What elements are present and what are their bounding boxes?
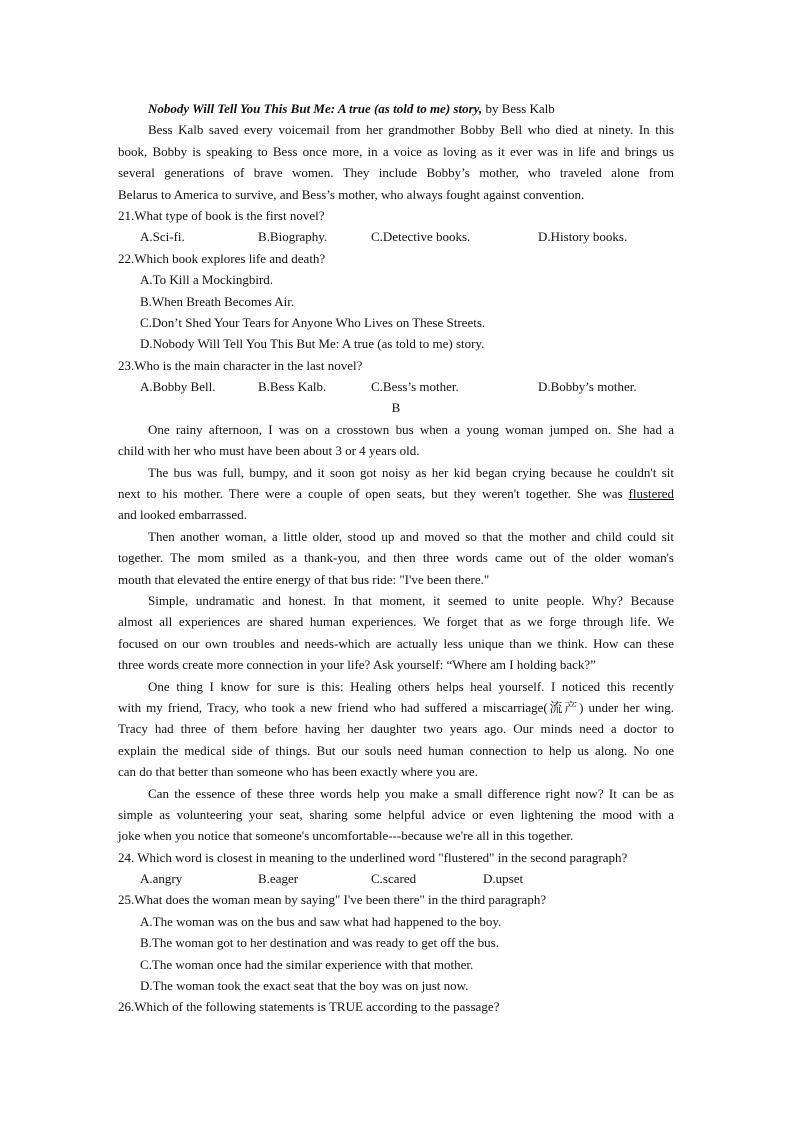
passage-line: Simple, undramatic and honest. In that moment, it seemed to unite people. Why? Because [148,592,674,608]
question-25-stem: 25.What does the woman mean by saying" I've been there" in the third paragraph? [118,892,547,908]
option-c: C.scared [371,871,417,887]
passage-line: almost all experiences are shared human experiences. We forget that as we forge through life. We [118,614,674,630]
option-d: D.The woman took the exact seat that the boy was on just now. [140,978,469,994]
option-b: B.eager [258,871,299,887]
option-a: A.Sci-fi. [140,229,185,245]
passage-line: mouth that elevated the entire energy of that bus ride: "I've been there." [118,571,490,587]
underlined-word: flustered [628,486,674,502]
passage-line: One rainy afternoon, I was on a crosstown bus when a young woman jumped on. She had a [148,421,674,437]
option-c: C.Detective books. [371,229,471,245]
question-26-stem: 26.Which of the following statements is TRUE according to the passage? [118,999,500,1015]
passage-line: simple as volunteering your seat, sharing some helpful advice or even lightening the mood with a [118,806,674,822]
option-a: A.The woman was on the bus and saw what had happened to the boy. [140,913,502,929]
question-24-options [118,868,674,889]
passage-line [118,483,674,504]
passage-line: joke when you notice that someone's uncomfortable---because we're all in this together. [118,828,574,844]
option-a: A.To Kill a Mockingbird. [140,272,274,288]
option-a: A.angry [140,871,183,887]
option-d: D.History books. [538,229,628,245]
option-b: B.Bess Kalb. [258,379,327,395]
question-21-stem: 21.What type of book is the first novel? [118,207,325,223]
passage-line: explain the medical side of things. But our souls need human connection to help us along. No one [118,742,674,758]
book-title-line [118,98,674,119]
option-c: C.Bess’s mother. [371,379,459,395]
passage-line: three words create more connection in your life? Ask yourself: “Where am I holding back?” [118,657,596,673]
book-desc-line: book, Bobby is speaking to Bess once more, in a voice as loving as it ever was in life and brings us [118,143,674,159]
option-d: D.Nobody Will Tell You This But Me: A true (as told to me) story. [140,336,485,352]
question-21-options [118,226,674,247]
option-d: D.Bobby’s mother. [538,379,637,395]
passage-line: Tracy had three of them before having her daughter two years ago. Our minds need a doctor to [118,721,674,737]
passage-line: together. The mom smiled as a thank-you, and then three words came out of the older woman's [118,550,674,566]
passage-text: next to his mother. There were a couple of open seats, but they weren't together. She was [118,486,629,502]
option-d: D.upset [483,871,524,887]
option-b: B.When Breath Becomes Air. [140,293,295,309]
passage-line: child with her who must have been about 3 or 4 years old. [118,443,420,459]
option-a: A.Bobby Bell. [140,379,216,395]
document-page [118,98,674,1018]
passage-line: with my friend, Tracy, who took a new friend who had suffered a miscarriage(流产) under her wing. [118,699,674,715]
passage-line: The bus was full, bumpy, and it soon got noisy as her kid began crying because he couldn't sit [148,464,674,480]
book-desc-line: Belarus to America to survive, and Bess’s mother, who always fought against convention. [118,186,585,202]
passage-line: focused on our own troubles and needs-which are actually less unique than we think. How can these [118,635,674,651]
option-b: B.The woman got to her destination and was ready to get off the bus. [140,935,499,951]
passage-line: Can the essence of these three words help you make a small difference right now? It can be as [148,785,674,801]
passage-line: can do that better than someone who has been exactly where you are. [118,764,478,780]
question-23-options [118,376,674,397]
question-22-stem: 22.Which book explores life and death? [118,250,326,266]
passage-line: and looked embarrassed. [118,507,247,523]
book-title: Nobody Will Tell You This But Me: A true (as told to me) story, [148,101,483,116]
passage-line: Then another woman, a little older, stood up and moved so that the mother and child could sit [148,528,674,544]
option-c: C.The woman once had the similar experience with that mother. [140,956,474,972]
question-24-stem: 24. Which word is closest in meaning to the underlined word "flustered" in the second paragraph? [118,849,628,865]
book-desc-line: Bess Kalb saved every voicemail from her grandmother Bobby Bell who died at ninety. In this [148,122,674,138]
section-heading: B [391,400,401,416]
passage-line: One thing I know for sure is this: Healing others helps heal yourself. I noticed this recently [148,678,674,694]
option-c: C.Don’t Shed Your Tears for Anyone Who Lives on These Streets. [140,314,486,330]
book-desc-line: several generations of brave women. They include Bobby’s mother, who traveled alone from [118,165,674,181]
option-b: B.Biography. [258,229,328,245]
book-author: by Bess Kalb [482,101,555,116]
question-23-stem: 23.Who is the main character in the last novel? [118,357,363,373]
